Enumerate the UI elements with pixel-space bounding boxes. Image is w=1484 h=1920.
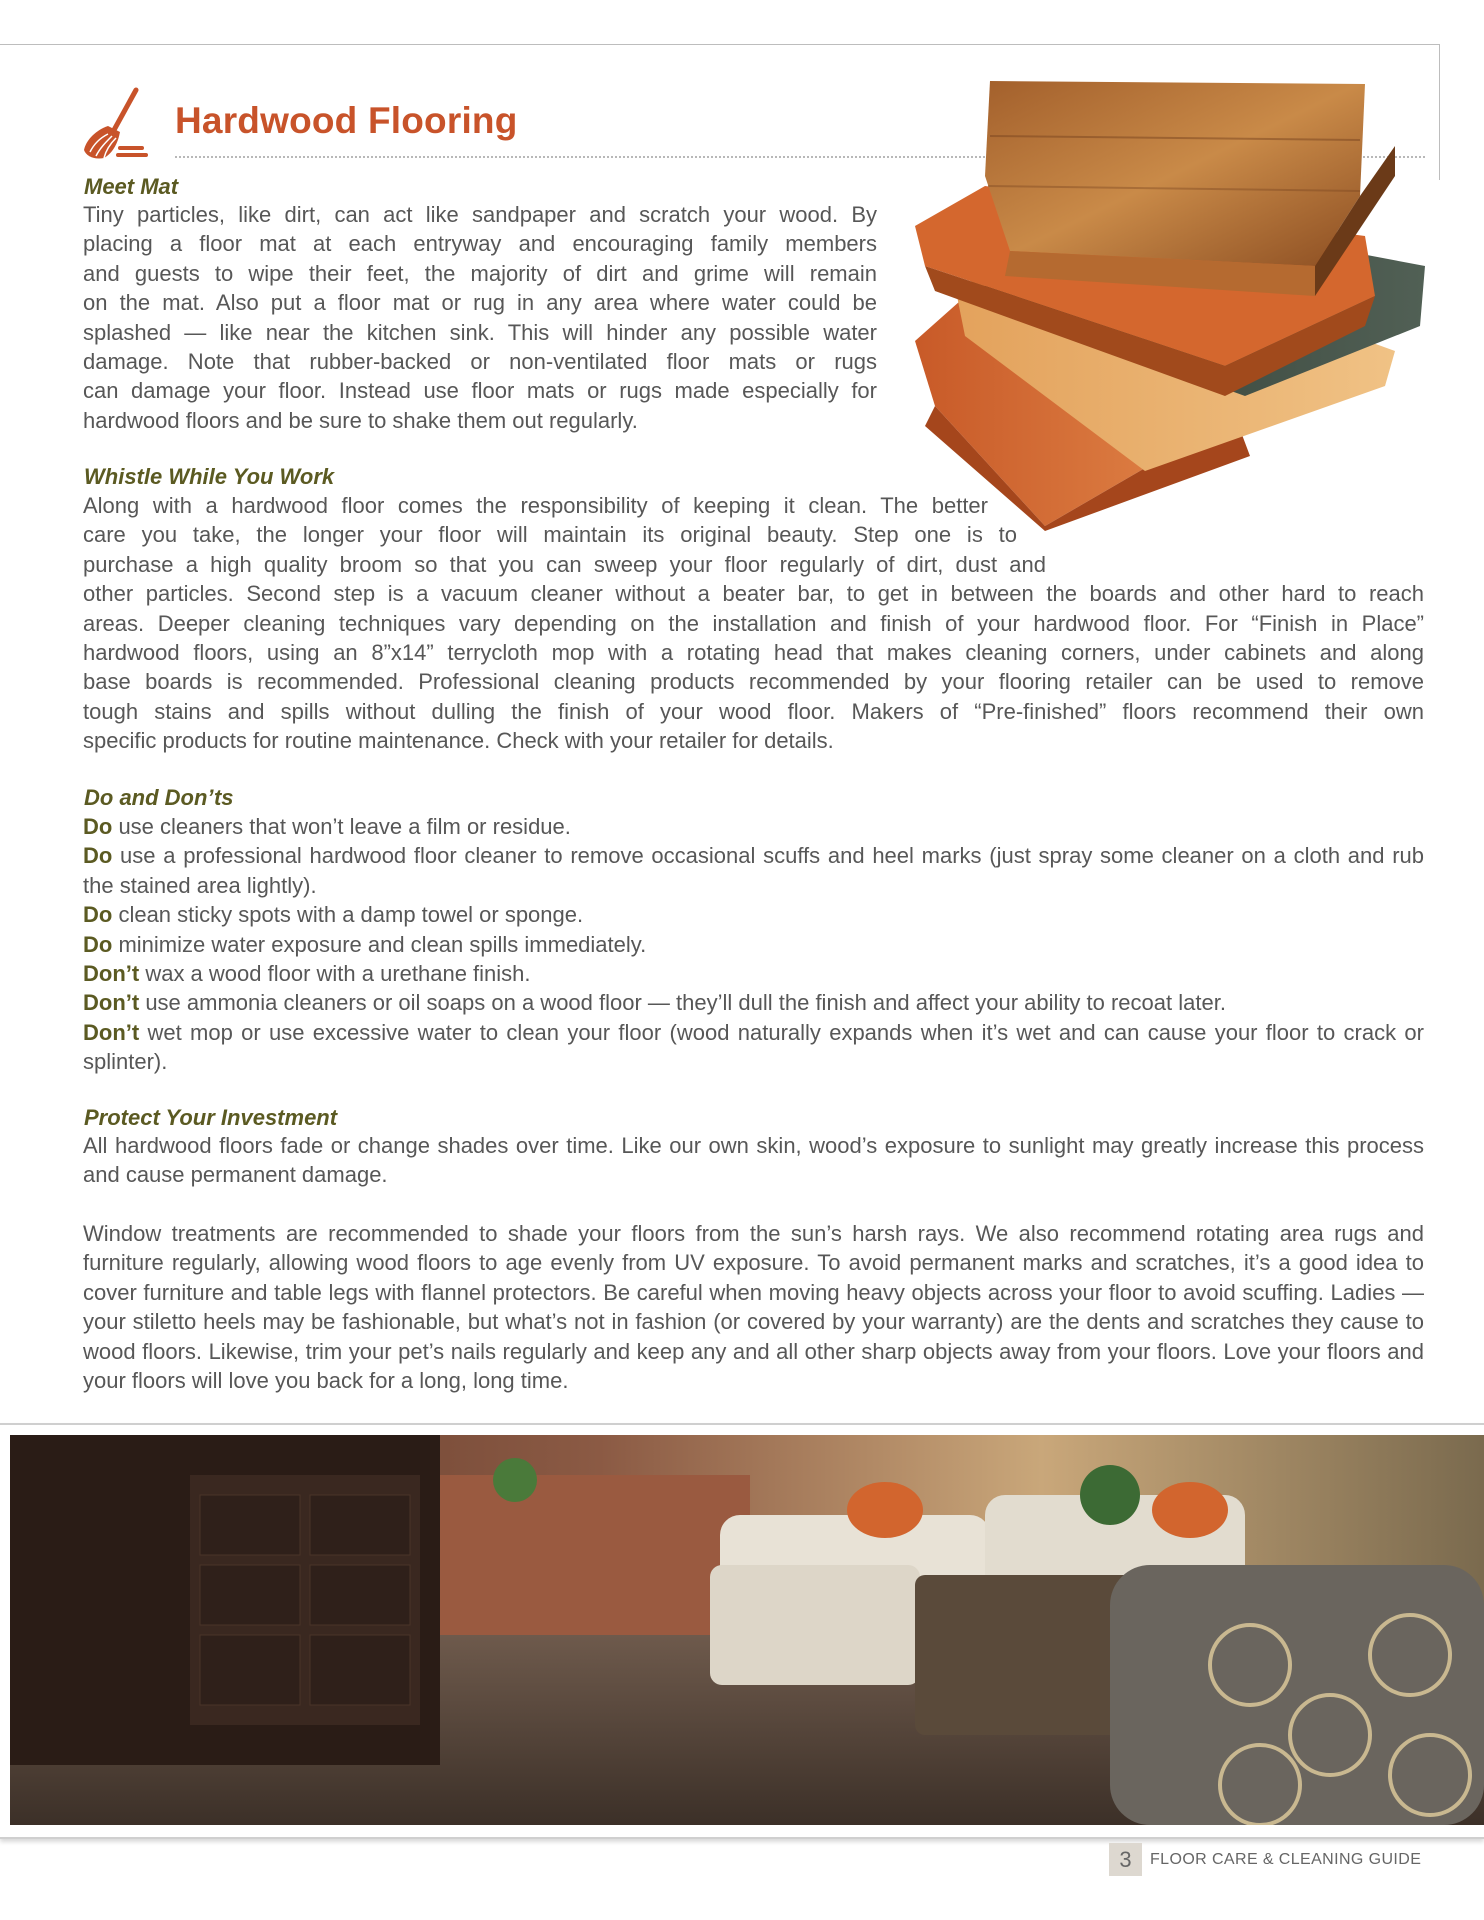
protect-paragraph-1: All hardwood floors fade or change shades over time. Like our own skin, wood’s exposure to sunlight may greatly increase this process and cause permanent damage. <box>83 1133 1424 1188</box>
page-number: 3 <box>1109 1843 1142 1876</box>
text-line: Tiny particles, like dirt, can act like sandpaper and scratch your wood. By <box>83 202 877 227</box>
text-line: base boards is recommended. Professional cleaning products recommended by your flooring retailer can be used to remove <box>83 669 1424 695</box>
text-line: splashed — like near the kitchen sink. This will hinder any possible water <box>83 319 877 345</box>
text-line: specific products for routine maintenance. Check with your retailer for details. <box>83 728 834 754</box>
section-heading-dos: Do and Don’ts <box>84 785 234 810</box>
text-line: care you take, the longer your floor will maintain its original beauty. Step one is to <box>83 522 1017 548</box>
do-label: Do <box>83 902 113 928</box>
do-text: minimize water exposure and clean spills immediately. <box>112 931 647 957</box>
text-line: Along with a hardwood floor comes the responsibility of keeping it clean. The better <box>83 493 988 518</box>
section-heading-whistle: Whistle While You Work <box>84 464 335 489</box>
text-line: purchase a high quality broom so that you can sweep your floor regularly of dirt, dust and <box>83 551 1046 577</box>
do-label: Do <box>83 814 113 839</box>
dont-label: Don’t <box>83 961 140 987</box>
do-text: clean sticky spots with a damp towel or sponge. <box>112 902 584 928</box>
dont-text: wax a wood floor with a urethane finish. <box>139 961 531 987</box>
dont-label: Don’t <box>83 990 140 1016</box>
section-heading-protect: Protect Your Investment <box>84 1105 338 1130</box>
text-line: on the mat. Also put a floor mat or rug in any area where water could be <box>83 290 877 316</box>
do-item <box>83 841 1424 900</box>
dont-text: use ammonia cleaners or oil soaps on a wood floor — they’ll dull the finish and affect your ability to recoat later. <box>139 990 1226 1016</box>
text-line: other particles. Second step is a vacuum cleaner without a beater bar, to get in between the boards and other hard to reach <box>83 581 1424 607</box>
do-text: use a professional hardwood floor cleaner to remove occasional scuffs and heel marks (just spray some cleaner on a cloth and rub the stained area lightly). <box>83 843 1424 898</box>
text-line: tough stains and spills without dulling the finish of your wood floor. Makers of “Pre-finished” floors recommend their own <box>83 698 1424 724</box>
text-line: placing a floor mat at each entryway and encouraging family members <box>83 231 877 257</box>
do-label: Do <box>83 931 113 957</box>
top-rule <box>0 44 1440 45</box>
do-item <box>83 812 1424 841</box>
text-line: can damage your floor. Instead use floor mats or rugs made especially for <box>83 378 877 404</box>
do-label: Do <box>83 843 113 869</box>
dont-item <box>83 959 1424 988</box>
text-line: hardwood floors and be sure to shake them out regularly. <box>83 407 638 433</box>
wood-samples-image <box>895 76 1430 531</box>
dos-list <box>83 812 1424 1077</box>
mop-icon <box>80 86 152 162</box>
do-item <box>83 900 1424 929</box>
text-line: hardwood floors, using an 8”x14” terrycloth mop with a rotating head that makes cleaning corners, under cabinets and along <box>83 640 1424 666</box>
page-title: Hardwood Flooring <box>175 100 518 141</box>
protect-paragraph-2: Window treatments are recommended to shade your floors from the sun’s harsh rays. We also recommend rotating area rugs and furniture regularly, allowing wood floors to age evenly from UV exposure. To avoid permanent marks and scratches, it’s a good idea to cover furniture and table legs with flannel protectors. Be careful when moving heavy objects across your floor to avoid scuffing. Ladies — your stiletto heels may be fashionable, but what’s not in fashion (or covered by your warranty) are the dents and scratches they cause to wood floors. Likewise, trim your pet’s nails regularly and keep any and all other sharp objects away from your floors. Love your floors and your floors will love you back for a long, long time. <box>83 1221 1424 1394</box>
dont-item <box>83 988 1424 1017</box>
text-line: damage. Note that rubber-backed or non-ventilated floor mats or rugs <box>83 349 877 375</box>
text-line: and guests to wipe their feet, the majority of dirt and grime will remain <box>83 260 877 286</box>
section-heading-meet-mat: Meet Mat <box>84 174 179 199</box>
dont-item <box>83 1018 1424 1077</box>
dont-text: wet mop or use excessive water to clean your floor (wood naturally expands when it’s wet and can cause your floor to crack or splinter). <box>83 1019 1424 1075</box>
whistle-paragraph <box>83 491 1424 756</box>
text-line: areas. Deeper cleaning techniques vary depending on the installation and finish of your hardwood floor. For “Finish in Place” <box>83 610 1424 636</box>
do-text: use cleaners that won’t leave a film or residue. <box>112 814 571 839</box>
footer-title: FLOOR CARE & CLEANING GUIDE <box>1150 1851 1422 1868</box>
right-rule <box>1439 44 1440 180</box>
do-item <box>83 930 1424 959</box>
meet-mat-paragraph <box>83 200 877 435</box>
dont-label: Don’t <box>83 1019 140 1045</box>
living-room-photo <box>10 1435 1484 1825</box>
